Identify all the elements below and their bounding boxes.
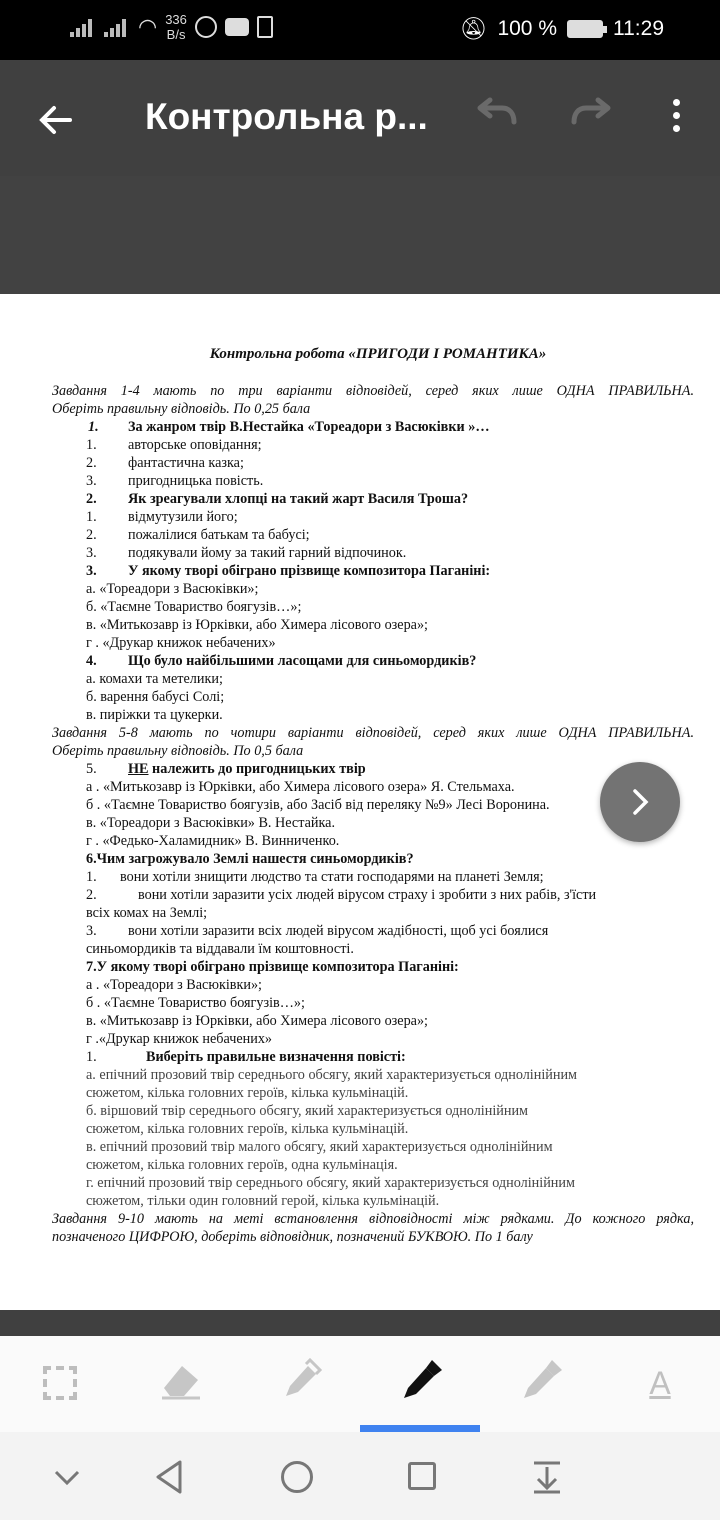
back-triangle-icon [152, 1459, 186, 1495]
doc-line: 3. [86, 923, 97, 939]
viewer-background [0, 176, 720, 294]
status-left [70, 12, 273, 42]
home-circle-icon[interactable] [281, 1461, 313, 1493]
pen-tool[interactable] [270, 1358, 330, 1408]
net-speed-unit: B/s [166, 27, 186, 42]
net-speed [165, 12, 187, 42]
doc-line: За жанром твір В.Нестайка «Тореадори з Васюківки »… [128, 419, 490, 435]
doc-line: 4. [86, 653, 97, 669]
doc-line: сюжетом, кілька головних героїв, кілька кульмінацій. [86, 1085, 409, 1101]
doc-line: в. «Митькозавр із Юрківки, або Химера лісового озера»; [86, 617, 428, 633]
doc-line: а. епічний прозовий твір середнього обсягу, який характеризується однолінійним [86, 1067, 578, 1083]
doc-line: Завдання 9-10 мають на меті встановлення відповідності між рядками. До кожного рядка, [52, 1211, 694, 1227]
doc-line: авторське оповідання; [128, 437, 262, 453]
net-speed-value: 336 [165, 12, 187, 27]
doc-line: подякували йому за такий гарний відпочинок. [128, 545, 407, 561]
doc-line: 5. [86, 761, 97, 777]
dropdown-icon [530, 1459, 564, 1495]
doc-line: фантастична казка; [128, 455, 244, 471]
doc-line: 3. [86, 563, 97, 579]
doc-line: У якому творі обіграно прізвище композитора Паганіні: [128, 563, 491, 579]
highlighter-icon [516, 1358, 564, 1402]
doc-line: Виберіть правильне визначення повісті: [146, 1049, 406, 1065]
collapse-icon [52, 1462, 82, 1492]
doc-line: всіх комах на Землі; [86, 905, 208, 921]
next-page-button[interactable] [600, 762, 680, 842]
annotation-toolbar [0, 1336, 720, 1432]
lasso-select-icon [43, 1366, 77, 1400]
doc-line: позначеного ЦИФРОЮ, доберіть відповідник, позначений БУКВОЮ. По 1 балу [52, 1229, 533, 1245]
doc-line: 1. [86, 869, 97, 885]
chevron-right-icon [625, 787, 655, 817]
doc-line: б. варення бабусі Солі; [86, 689, 225, 705]
doc-line: 1. [86, 509, 97, 525]
redo-button[interactable] [568, 94, 616, 142]
doc-line: 6.Чим загрожувало Землі нашестя синьомордиків? [86, 851, 414, 867]
document-title: Контрольна р... [145, 96, 428, 137]
back-button[interactable] [30, 94, 82, 146]
doc-line: 2. [86, 527, 97, 543]
collapse-button[interactable] [42, 1452, 92, 1502]
doc-line: 2. [86, 455, 97, 471]
doc-line: 3. [86, 545, 97, 561]
doc-line: г . «Друкар книжок небачених» [86, 635, 276, 651]
doc-line: 7.У якому творі обіграно прізвище композитора Паганіні: [86, 959, 459, 975]
notification-dropdown-button[interactable] [522, 1452, 572, 1502]
more-options-button[interactable] [652, 96, 700, 144]
doc-line: в. «Митькозавр із Юрківки, або Химера лісового озера»; [86, 1013, 428, 1029]
doc-line: вони хотіли заразити всіх людей вірусом жадібності, щоб усі боялися [128, 923, 549, 939]
undo-button[interactable] [472, 94, 520, 142]
doc-heading: Контрольна робота «ПРИГОДИ І РОМАНТИКА» [209, 346, 547, 362]
doc-line: г . «Федько-Халамидник» В. Винниченко. [86, 833, 340, 849]
doc-line: 2. [86, 887, 97, 903]
viewer-background-bottom [0, 1310, 720, 1336]
doc-line: б. «Таємне Товариство боягузів…»; [86, 599, 302, 615]
doc-line: б . «Таємне Товариство боягузів…»; [86, 995, 305, 1011]
doc-line: а. «Тореадори з Васюківки»; [86, 581, 259, 597]
doc-line: пожалілися батькам та бабусі; [128, 527, 310, 543]
eraser-tool[interactable] [150, 1358, 210, 1408]
doc-line: 1. [88, 419, 99, 435]
status-right [460, 16, 664, 42]
marker-tool[interactable] [390, 1358, 450, 1408]
highlighter-tool[interactable] [510, 1358, 570, 1408]
system-navbar [0, 1432, 720, 1520]
doc-line: вони хотіли заразити усіх людей вірусом страху і зробити з них рабів, з'їсти [138, 887, 597, 903]
battery-icon [567, 20, 603, 38]
text-format-icon: A [649, 1365, 671, 1401]
back-nav-button[interactable] [144, 1452, 194, 1502]
pen-icon [276, 1358, 324, 1402]
redo-icon [570, 94, 614, 134]
app-bar [0, 60, 720, 176]
active-tool-indicator [360, 1425, 480, 1432]
youtube-icon [225, 18, 249, 36]
doc-line: 2. [86, 491, 97, 507]
status-bar [0, 0, 720, 60]
doc-line: в. «Тореадори з Васюківки» В. Нестайка. [86, 815, 335, 831]
doc-line: в. епічний прозовий твір малого обсягу, який характеризується однолінійним [86, 1139, 553, 1155]
clock: 11:29 [613, 17, 664, 40]
doc-line: НЕ [128, 761, 149, 777]
doc-line: б. віршовий твір середнього обсягу, який характеризується однолінійним [86, 1103, 529, 1119]
doc-line: г .«Друкар книжок небачених» [86, 1031, 273, 1047]
more-vertical-icon [652, 99, 700, 132]
recents-square-icon[interactable] [408, 1462, 436, 1490]
doc-line: синьомордиків та віддавали їм коштовності. [86, 941, 354, 957]
signal-icon [70, 17, 96, 37]
battery-percent: 100 % [497, 17, 557, 40]
marker-icon [396, 1358, 444, 1402]
arrow-left-icon [36, 100, 76, 140]
eraser-icon [156, 1358, 204, 1402]
doc-line: Як зреагували хлопці на такий жарт Василя Троша? [128, 491, 469, 507]
doc-line: г. епічний прозовий твір середнього обсягу, який характеризується однолінійним [86, 1175, 575, 1191]
doc-line: Оберіть правильну відповідь. По 0,25 бала [52, 401, 311, 417]
doc-line: 1. [86, 1049, 97, 1065]
doc-line: в. пиріжки та цукерки. [86, 707, 223, 723]
text-format-tool[interactable] [630, 1358, 690, 1408]
doc-line: пригодницька повість. [128, 473, 264, 489]
doc-line: а . «Митькозавр із Юрківки, або Химера лісового озера» Я. Стельмаха. [86, 779, 515, 795]
doc-line: Що було найбільшими ласощами для синьомордиків? [128, 653, 477, 669]
doc-line: 1. [86, 437, 97, 453]
undo-icon [474, 94, 518, 134]
doc-line: вони хотіли знищити людство та стати господарями на планеті Земля; [120, 869, 544, 885]
doc-line: а. комахи та метелики; [86, 671, 223, 687]
doc-line: сюжетом, кілька головних героїв, одна кульмінація. [86, 1157, 398, 1173]
doc-line: сюжетом, кілька головних героїв, кілька кульмінацій. [86, 1121, 409, 1137]
doc-line: Оберіть правильну відповідь. По 0,5 бала [52, 743, 304, 759]
mute-icon: 🔕︎ [459, 16, 488, 41]
viber-icon [195, 16, 217, 38]
signal-icon [104, 17, 130, 37]
doc-line: б . «Таємне Товариство боягузів, або Засіб від переляку №9» Лесі Воронина. [86, 797, 550, 813]
doc-line: 3. [86, 473, 97, 489]
lasso-select-tool[interactable] [30, 1358, 90, 1408]
doc-line: Завдання 5-8 мають по чотири варіанти відповідей, серед яких лише ОДНА ПРАВИЛЬНА. [52, 725, 694, 741]
doc-line: сюжетом, тільки один головний герой, кілька кульмінацій. [86, 1193, 440, 1209]
doc-line: Завдання 1-4 мають по три варіанти відповідей, серед яких лише ОДНА ПРАВИЛЬНА. [52, 383, 694, 399]
doc-line: відмутузили його; [128, 509, 238, 525]
doc-line: належить до пригодницьких твір [148, 761, 366, 777]
upload-icon [257, 16, 273, 38]
wifi-icon: ◠ [138, 14, 158, 40]
doc-line: а . «Тореадори з Васюківки»; [86, 977, 262, 993]
